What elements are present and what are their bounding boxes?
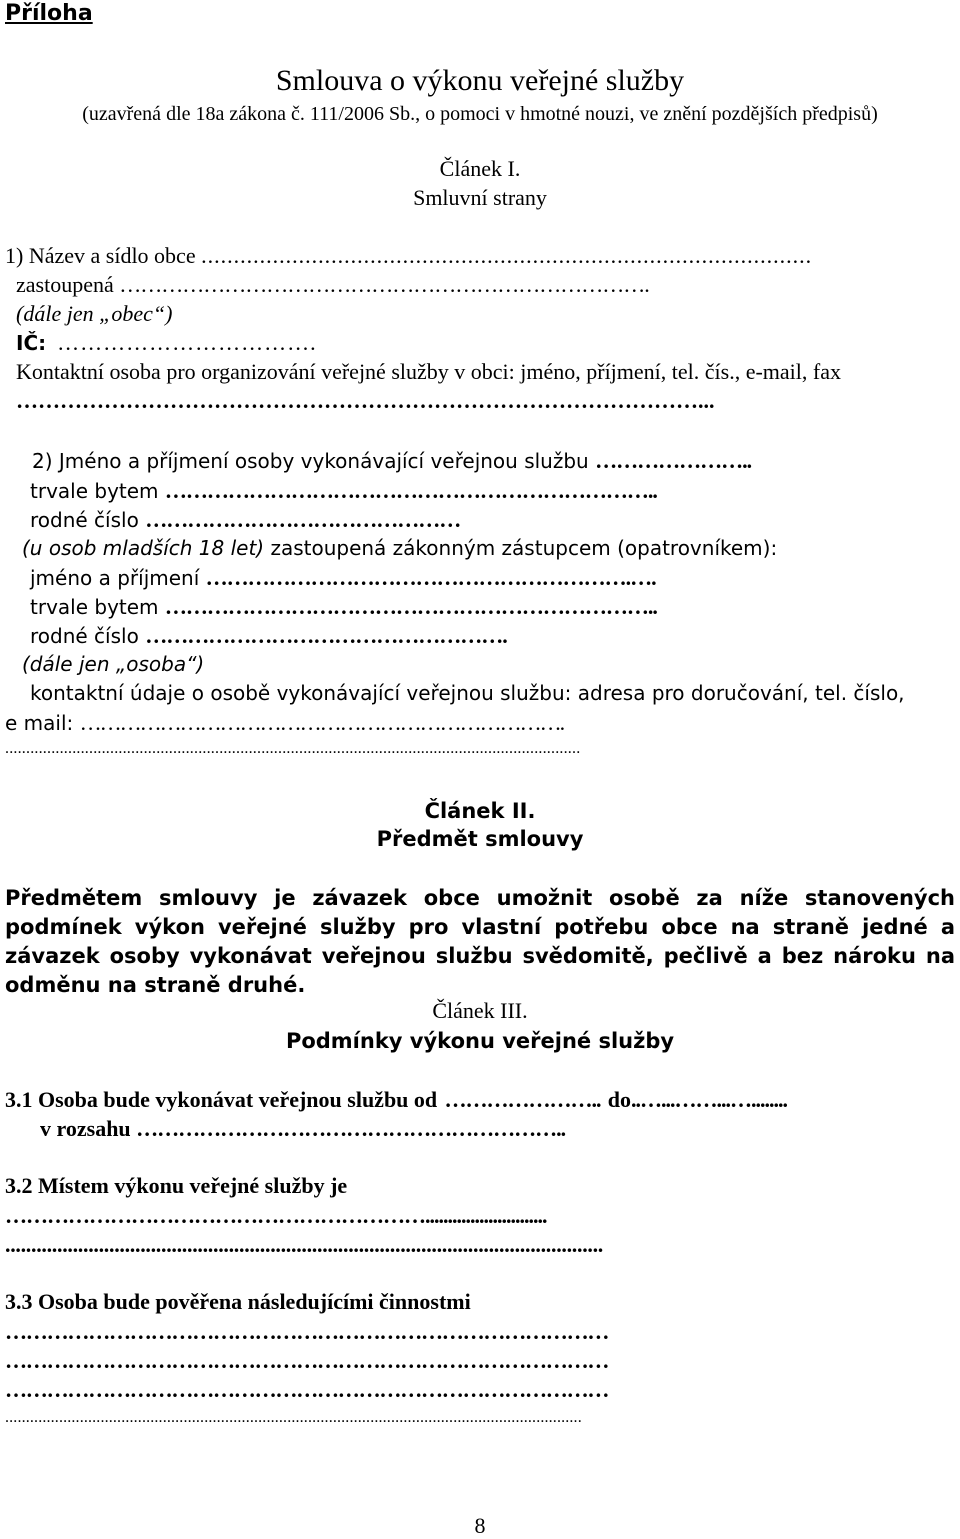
section-3-3-fill-4: ........................................................................................................................................... xyxy=(5,1409,582,1426)
municipality-contact-fill: …………………………………………………………………………………... xyxy=(16,388,715,413)
page-number: 8 xyxy=(474,1513,486,1538)
article-3-heading: Článek III. xyxy=(432,998,528,1023)
section-3-3-fill-1: …………………………………………………………………………… xyxy=(5,1319,609,1344)
person-birth-number-label: rodné číslo xyxy=(30,508,139,532)
person-email-line xyxy=(5,712,563,734)
person-residence-label: trvale bytem xyxy=(30,479,159,503)
section-3-1-from-fill: ………………….. xyxy=(444,1087,601,1112)
section-3-1-label: 3.1 Osoba bude vykonávat veřejnou službu od xyxy=(5,1087,438,1112)
guardian-residence-fill: …………………………………………………………….. xyxy=(164,594,657,619)
municipality-id-line xyxy=(16,332,317,354)
ic-fill: ……………………………. xyxy=(57,330,317,355)
person-birth-number-fill: ……………………………………… xyxy=(145,507,461,532)
minor-note-line xyxy=(22,538,777,558)
municipality-name-label: 1) Název a sídlo obce xyxy=(5,243,196,268)
guardian-birth-number-fill: ……………………………………………. xyxy=(145,623,507,648)
person-email-label: e mail: xyxy=(5,711,74,735)
section-3-1-scope-label: v rozsahu xyxy=(40,1116,131,1141)
minor-note-italic: (u osob mladších 18 let) xyxy=(22,536,265,560)
person-contact-text: kontaktní údaje o osobě vykonávající veřejnou službu: adresa pro doručování, tel. číslo, xyxy=(30,681,905,705)
person-birth-number-line xyxy=(30,509,460,531)
guardian-residence-line xyxy=(30,596,657,618)
person-contact-line xyxy=(30,683,955,703)
article-3-subheading: Podmínky výkonu veřejné služby xyxy=(285,1029,675,1053)
section-3-1-line xyxy=(5,1089,787,1111)
section-3-2-fill-1: ……………………………………………………........................... xyxy=(5,1203,547,1228)
ic-label: IČ: xyxy=(16,331,47,355)
representative-label: zastoupená xyxy=(16,272,114,297)
municipality-name-fill: .............................................................................................. xyxy=(201,243,813,268)
municipality-name-line xyxy=(5,245,812,267)
document-title: Smlouva o výkonu veřejné služby xyxy=(275,64,685,97)
section-3-1-to-fill: ..…...……...…........ xyxy=(631,1087,788,1112)
section-3-1-scope-line xyxy=(40,1118,565,1140)
guardian-birth-number-label: rodné číslo xyxy=(30,624,139,648)
article-2-body: Předmětem smlouvy je závazek obce umožnit osobě za níže stanovených podmínek výkon veřejné služby pro vlastní potřebu obce na straně jedné a závazek osoby vykonávat veřejnou službu svědomitě, pečlivě a bez nároku na odměnu na straně druhé. xyxy=(5,886,955,997)
article-1-heading: Článek I. xyxy=(439,156,521,181)
person-email-fill: ………………………………………………………………. xyxy=(79,710,564,735)
attachment-label: Příloha xyxy=(5,1,93,26)
person-name-label: 2) Jméno a příjmení osoby vykonávající veřejnou službu xyxy=(32,449,589,473)
guardian-name-line xyxy=(30,567,656,589)
section-3-3-fill-3: …………………………………………………………………………… xyxy=(5,1377,609,1402)
section-3-2-label: 3.2 Místem výkonu veřejné služby je xyxy=(5,1173,348,1198)
guardian-name-label: jméno a příjmení xyxy=(30,566,200,590)
section-3-1-to-label: do xyxy=(607,1087,632,1112)
article-1-subheading: Smluvní strany xyxy=(413,185,547,210)
municipality-alias: (dále jen „obec“) xyxy=(16,301,173,326)
section-3-3-label: 3.3 Osoba bude pověřena následujícími činnostmi xyxy=(5,1289,471,1314)
section-3-2-fill-2: ................................................................................................................... xyxy=(5,1232,604,1257)
section-3-1-scope-fill: …………………………………………………….. xyxy=(136,1116,566,1141)
guardian-name-fill: …………………………………………………….…. xyxy=(205,565,656,590)
document-subtitle: (uzavřená dle 18a zákona č. 111/2006 Sb., o pomoci v hmotné nouzi, ve znění pozdějších předpisů) xyxy=(82,103,878,125)
person-residence-line xyxy=(30,480,657,502)
person-name-line xyxy=(32,450,751,472)
section-3-3-fill-2: …………………………………………………………………………… xyxy=(5,1348,609,1373)
guardian-residence-label: trvale bytem xyxy=(30,595,159,619)
municipality-contact-line: Kontaktní osoba pro organizování veřejné služby v obci: jméno, příjmení, tel. čís., e-mail, fax xyxy=(16,359,841,384)
article-2-subheading: Předmět smlouvy xyxy=(376,827,584,851)
minor-note-text: zastoupená zákonným zástupcem (opatrovníkem): xyxy=(270,536,778,560)
representative-fill: …………………………………………………………………. xyxy=(119,272,649,297)
person-name-fill: ………………….. xyxy=(595,448,752,473)
person-alias: (dále jen „osoba“) xyxy=(22,652,205,676)
person-residence-fill: …………………………………………………………….. xyxy=(164,478,657,503)
article-2-heading: Článek II. xyxy=(424,799,536,823)
municipality-representative-line xyxy=(16,274,649,296)
guardian-birth-number-line xyxy=(30,625,507,647)
person-email-fill-2: ......................................................................................................................................... xyxy=(5,740,581,757)
